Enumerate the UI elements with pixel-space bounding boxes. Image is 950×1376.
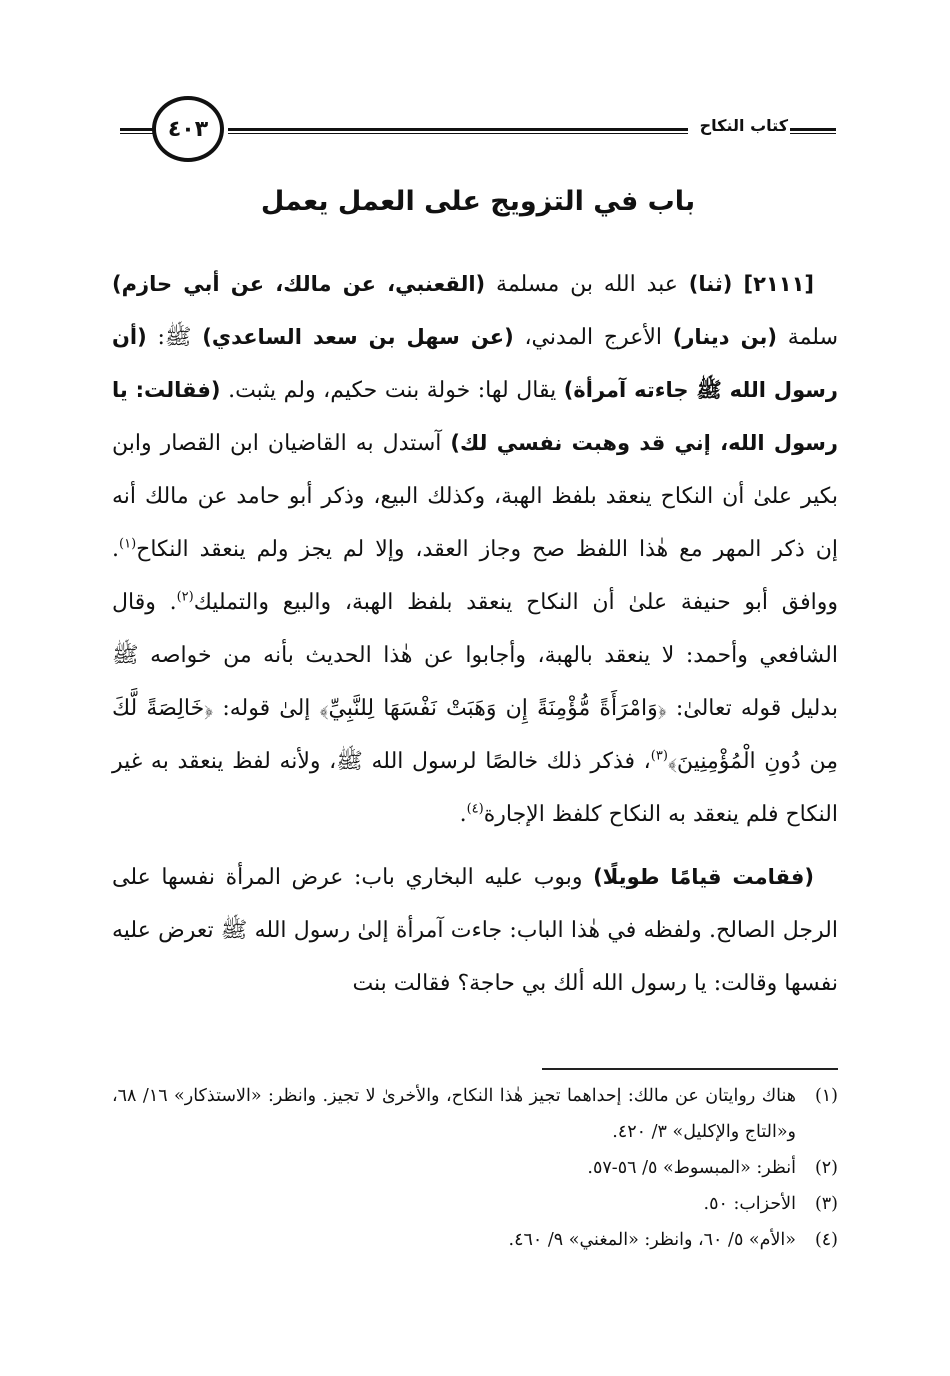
header-rule xyxy=(790,133,836,134)
footnote-text: «الأم» ٥/ ٦٠، وانظر: «المغني» ٩/ ٤٦٠. xyxy=(508,1230,796,1250)
footnote-text: الأحزاب: ٥٠. xyxy=(703,1194,796,1214)
footnote-number: (١) xyxy=(814,1086,838,1106)
bold-text-run: (فقامت قيامًا طويلًا) xyxy=(593,865,814,889)
body-text xyxy=(112,258,838,1010)
bold-text-run: (فقالت: يا رسول الله، إني قد وهبت نفسي لك) xyxy=(112,378,838,455)
text-run: . ووافق أبو حنيفة علىٰ أن النكاح ينعقد بلفظ الهبة، والبيع والتمليك xyxy=(112,537,838,615)
running-title: كتاب النكاح xyxy=(699,116,788,135)
bold-text-run: (عن سهل بن سعد الساعدي) xyxy=(202,325,514,349)
text-run: الأعرج المدني، xyxy=(513,325,673,350)
text-run: . وقال الشافعي وأحمد: لا ينعقد بالهبة، وأجابوا عن هٰذا الحديث بأنه من خواصه ﷺ بدليل قوله تعالىٰ: ﴿وَامْرَأَةً مُّؤْمِنَةً إِن وَهَبَتْ نَفْسَهَا لِلنَّبِيِّ﴾ إلىٰ قوله: ﴿خَالِصَةً لَّكَ مِن دُونِ الْمُؤْمِنِينَ﴾ xyxy=(112,590,839,774)
text-run: وبوب عليه البخاري باب: عرض المرأة نفسها على الرجل الصالح. ولفظه في هٰذا الباب: جاءت آمرأة إلىٰ رسول الله ﷺ تعرض عليه نفسها وقالت: يا رسول الله ألك بي حاجة؟ فقالت بنت xyxy=(112,865,838,996)
header-rule xyxy=(228,128,688,131)
header-rule xyxy=(790,128,836,131)
header-rule xyxy=(228,133,688,134)
footnote-text: هناك روايتان عن مالك: إحداهما تجيز هٰذا النكاح، والأخرىٰ لا تجيز. وانظر: «الاستذكار» ١٦/ ٦٨، و«التاج والإكليل» ٣/ ٤٢٠. xyxy=(112,1086,796,1142)
text-run: عبد الله بن مسلمة xyxy=(485,272,689,297)
text-run: . xyxy=(459,802,467,827)
chapter-title: باب في التزويج على العمل يعمل xyxy=(260,186,696,217)
footnote xyxy=(112,1186,838,1222)
footnote-divider xyxy=(542,1068,838,1070)
text-run: آستدل به القاضيان ابن القصار وابن بكير علىٰ أن النكاح ينعقد بلفظ الهبة، وكذلك البيع، وذكر أبو حامد عن مالك أنه إن ذكر المهر مع هٰذا اللفظ صح وجاز العقد، وإلا لم يجز ولم ينعقد النكاح xyxy=(112,431,838,562)
footnote xyxy=(112,1078,838,1150)
page-number: ٤٠٣ xyxy=(167,116,209,142)
footnote-marker: (١) xyxy=(119,536,137,552)
text-run: يقال لها: خولة بنت حكيم، ولم يثبت. xyxy=(220,378,564,403)
footnote-number: (٤) xyxy=(814,1230,838,1250)
footnote-marker: (٢) xyxy=(176,589,194,605)
paragraph xyxy=(112,851,838,1010)
footnote xyxy=(112,1150,838,1186)
page-number-badge xyxy=(152,96,224,162)
footnotes xyxy=(112,1078,838,1258)
text-run: ، فذكر ذلك خالصًا لرسول الله ﷺ، ولأنه لفظ ينعقد به غير النكاح فلم ينعقد به النكاح كلفظ الإجارة xyxy=(112,749,838,827)
footnote-number: (٢) xyxy=(814,1158,838,1178)
footnote-number: (٣) xyxy=(814,1194,838,1214)
bold-text-run: (أن رسول الله ﷺ جاءته آمرأة) xyxy=(112,325,838,402)
footnote-text: أنظر: «المبسوط» ٥/ ٥٦-٥٧. xyxy=(587,1158,796,1178)
bold-text-run: [٢١١١] (ثنا) xyxy=(688,272,815,296)
footnote xyxy=(112,1222,838,1258)
text-run: ﷺ: xyxy=(146,325,203,350)
bold-text-run: (بن دينار) xyxy=(672,325,778,349)
text-run: سلمة xyxy=(777,325,839,350)
footnote-marker: (٤) xyxy=(466,801,484,817)
paragraph xyxy=(112,258,838,841)
footnote-marker: (٣) xyxy=(650,748,668,764)
bold-text-run: (القعنبي، عن مالك، عن أبي حازم) xyxy=(112,272,486,296)
